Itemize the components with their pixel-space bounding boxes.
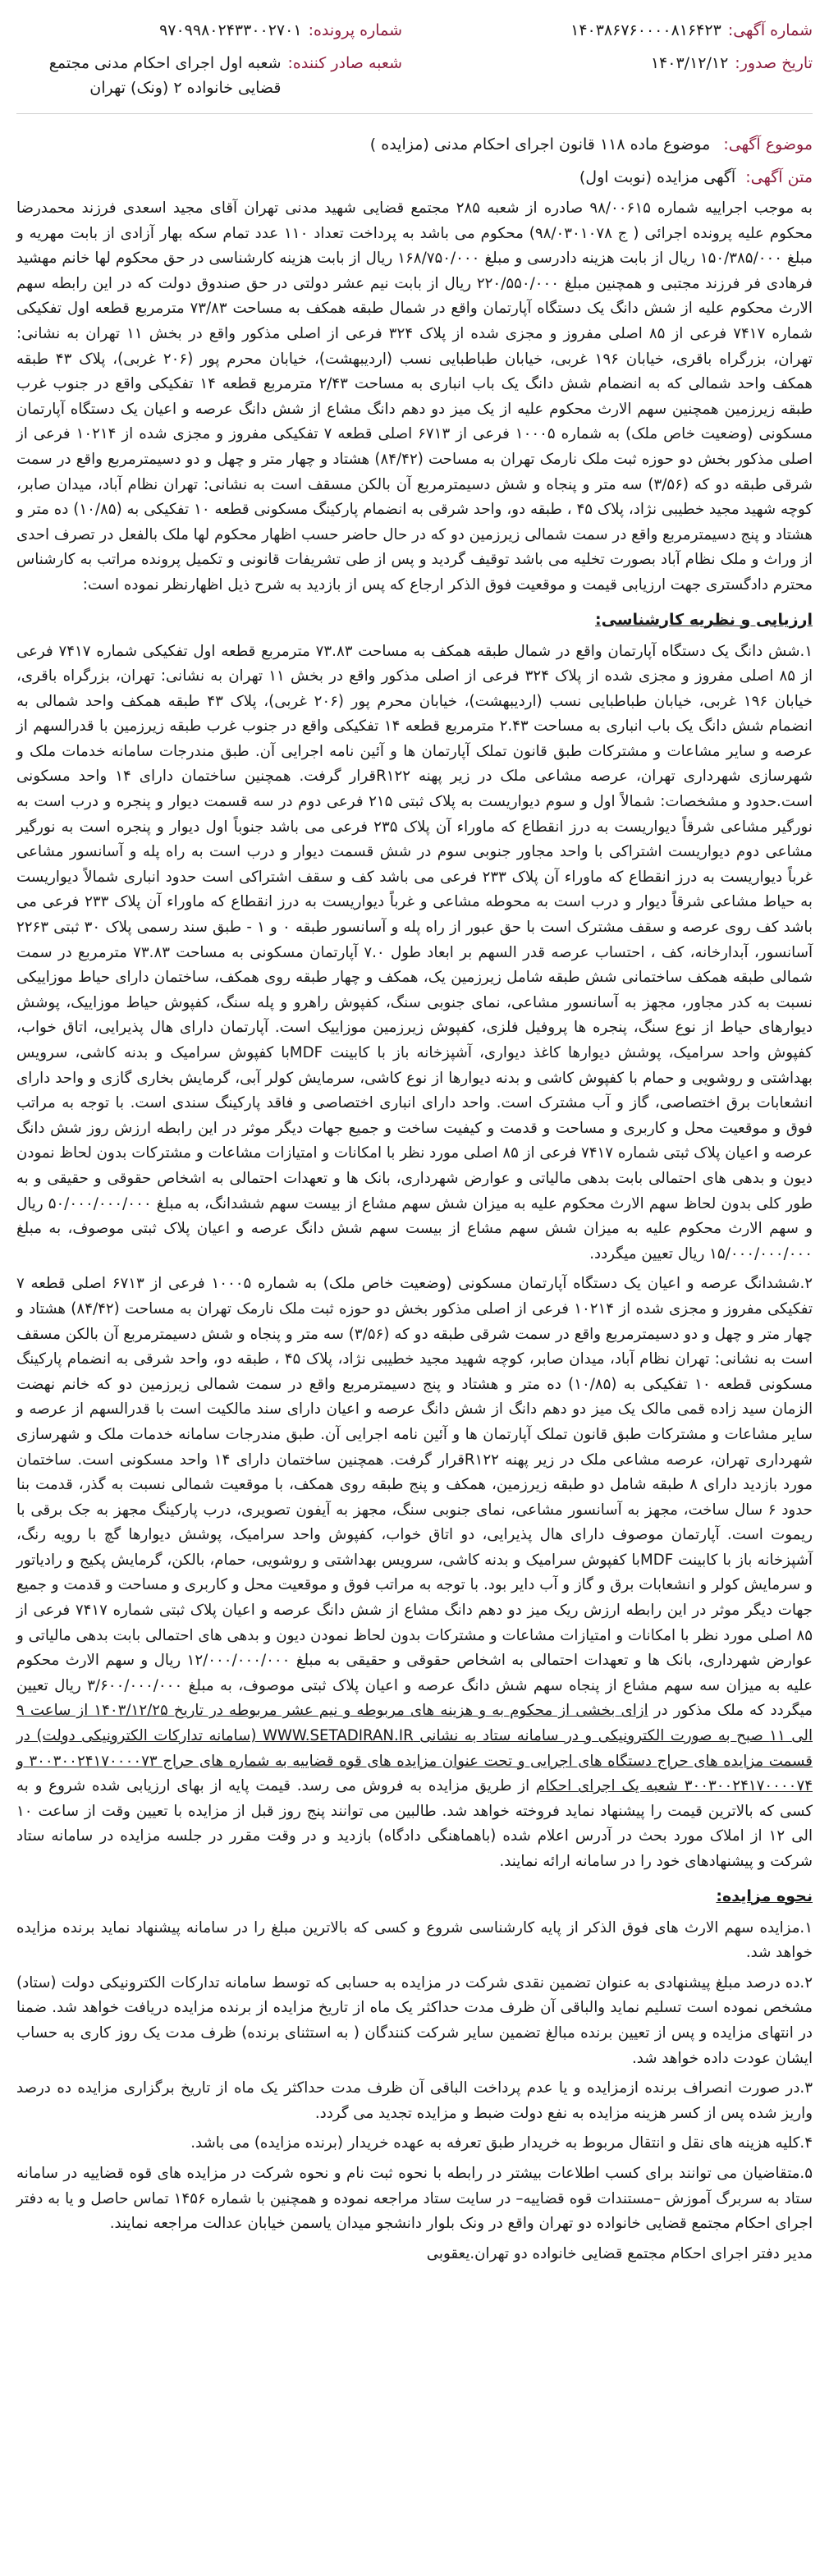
conditions-heading: نحوه مزایده: xyxy=(716,1886,813,1905)
subject-label: موضوع آگهی: xyxy=(723,135,813,154)
issuer-cell xyxy=(16,51,402,100)
case-number-value: ۹۷۰۹۹۸۰۲۴۳۳۰۰۲۷۰۱ xyxy=(159,21,302,39)
notice-number-value: ۱۴۰۳۸۶۷۶۰۰۰۰۸۱۶۴۲۳ xyxy=(570,21,721,39)
body-title: آگهی مزایده (نوبت اول) xyxy=(579,168,736,186)
subject-value: موضوع ماده ۱۱۸ قانون اجرای احکام مدنی (مزایده ) xyxy=(369,135,711,154)
signature-line: مدیر دفتر اجرای احکام مجتمع قضایی خانواده دو تهران.یعقوبی xyxy=(426,2244,813,2262)
expert-heading: ارزیابی و نظریه کارشناسی: xyxy=(595,610,813,629)
issue-date-cell xyxy=(427,51,813,100)
condition-item: ۱.مزایده سهم الارث های فوق الذکر از پایه کارشناسی شروع و کسی که بالاترین مبلغ را در سامانه پیشنهاد نماید برنده مزایده خواهد شد. xyxy=(16,1918,813,1962)
notice-number-label: شماره آگهی: xyxy=(727,21,813,39)
expert-paragraph-1: ۱.شش دانگ یک دستگاه آپارتمان واقع در شمال طبقه همکف به مساحت ۷۳.۸۳ مترمربع قطعه اول تفکیکی شماره ۷۴۱۷ فرعی از ۸۵ اصلی مفروز و مجزی شده از پلاک ۳۲۴ فرعی از اصلی مذکور واقع در بخش ۱۱ تهران به نشانی: تهران، بزرگراه باقری، خیابان ۱۹۶ غربی، خیابان طباطبایی نسب (اردیبهشت)، خیابان محرم پور (۲۰۶ غربی)، پلاک ۴۳ طبقه همکف واحد شمالی به انضمام شش دانگ یک باب انباری به مساحت ۲.۴۳ مترمربع قطعه ۱۴ تفکیکی واقع در جنوب غرب طبقه زیرزمین با قدرالسهم از عرصه و سایر مشاعات و مشترکات طبق قانون تملک آپارتمان ها و آئین نامه اجرایی آن. طبق مندرجات سامانه خدمات ملک و شهرسازی شهرداری تهران، عرصه مشاعی ملک در زیر پهنه R۱۲۲قرار گرفت. همچنین ساختمان دارای ۱۴ واحد مسکونی است.حدود و مشخصات: شمالاً اول و سوم دیواریست به پلاک ثبتی ۲۱۵ فرعی دوم در سه قسمت دیوار و پنجره و درب است به نورگیر مشاعی شرقاً دیواریست به درز انقطاع که ماوراء آن پلاک ۲۳۵ فرعی می باشد جنوباً اول دیوار و پنجره است به نورگیر مشاعی دوم دیواریست اشتراکی با واحد مجاور جنوبی سوم در شش قسمت دیوار و درب است به راه پله و آسانسور مشاعی غرباً دیواریست به درز انقطاع که ماوراء آن پلاک ۲۳۳ فرعی می باشد کف و سقف اشتراکی است حدود انباری شمالاً دیواریست به حیاط مشاعی شرقاً دیوار و درب است به محوطه مشاعی و غرباً دیواریست به درز انقطاع که ماوراء آن پلاک ۲۳۳ فرعی می باشد کف روی عرصه و سقف مشترک است با حق عبور از راه پله و آسانسور طبقه ۰ و ۱ - طبق سند رسمی پلاک ۳۰ ثبتی ۲۲۶۳ آسانسور، آبدارخانه، کف ، احتساب عرصه قدر السهم بر ابعاد طول ۷.۰ آپارتمان مسکونی به مساحت ۷۳.۸۳ مترمربع در سمت شمالی طبقه همکف ساختمانی شش طبقه شامل زیرزمین یک، همکف و چهار طبقه روی همکف، ساختمان دارای حیاط موزاییکی نسبت به کدر مجاور، مجهز به آسانسور مشاعی، نمای جنوبی سنگ، کفپوش راهرو و پله سنگ، کفپوش حیاط موزاییک، پوشش دیوارهای حیاط از نوع سنگ، پنجره ها پروفیل فلزی، کفپوش زیرزمین موزاییک است. آپارتمان دارای هال پذیرایی، اتاق خواب، کفپوش واحد سرامیک، پوشش دیوارها کاغذ دیواری، آشپزخانه باز با کابینت MDFبا کفپوش سرامیک و بدنه کاشی، سرویس بهداشتی و روشویی و حمام با کفپوش کاشی و بدنه دیوارها از نوع کاشی، سرمایش کولر آبی، گرمایش بخاری گازی و واحد دارای انشعابات برق اختصاصی، گاز و آب مشترک است. واحد دارای انباری اختصاصی و فاقد پارکینگ سندی است. با توجه به مراتب فوق و موقعیت محل و کاربری و مساحت و قدمت و کیفیت ساخت و جمیع جهات دیگر موثر در این رابطه ارزش روز شش دانگ عرصه و اعیان پلاک ثبتی شماره ۷۴۱۷ فرعی از ۸۵ اصلی مورد نظر با امکانات و امتیازات مشاعات و مشترکات بدون لحاظ نمودن دیون و بدهی های احتمالی بابت بدهی مالیاتی و عوارض شهرداری، بانک ها و تعهدات احتمالی به اشخاص حقوقی و حقیقی و به طور کلی بدون لحاظ سهم الارث محکوم علیه به میزان شش سهم مشاع از بیست سهم ششدانگ، به مبلغ ۵۰/۰۰۰/۰۰۰/۰۰۰ ریال و سهم الارث محکوم علیه به میزان شش سهم مشاع از بیست سهم شش دانگ عرصه و اعیان پلاک ثبتی موصوف، به مبلغ ۱۵/۰۰۰/۰۰۰/۰۰۰ ریال تعیین میگردد. xyxy=(16,642,813,1263)
condition-item: ۲.ده درصد مبلغ پیشنهادی به عنوان تضمین نقدی شرکت در مزایده به حسابی که توسط سامانه تدارکات الکترونیکی دولت (ستاد) مشخص نموده است تسلیم نماید والباقی آن ظرف مدت حداکثر یک ماه از تاریخ مزایده از برنده مزایده دریافت خواهد شد. ضمنا در انتهای مزایده و پس از تعیین برنده مبالغ تضمین سایر شرکت کنندگان ( به استثنای برنده) ظرف مدت یک روز کاری به حساب ایشان عودت داده خواهد شد. xyxy=(16,1973,813,2067)
issue-date-value: ۱۴۰۳/۱۲/۱۲ xyxy=(650,54,729,72)
expert-paragraph-2-tail: از طریق مزایده به فروش می رسد. قیمت پایه از بهای ارزیابی شده شروع و به کسی که بالاترین قیمت را پیشنهاد نماید فروخته خواهد شد. طالبین می توانند پنج روز قبل از مزایده با تعیین وقت از ساعت ۱۰ الی ۱۲ از املاک مورد بحث در آدرس اعلام شده (باهماهنگی دادگاه) بازدید و در وقت مقرر در جلسه مزایده در سامانه ستاد شرکت و پیشنهادهای خود را در سامانه ارائه نمایند. xyxy=(16,1777,813,1870)
issue-date-label: تاریخ صدور: xyxy=(735,54,813,72)
condition-item: ۴.کلیه هزینه های نقل و انتقال مربوط به خریدار طبق تعرفه به عهده خریدار (برنده مزایده) می باشد. xyxy=(190,2134,813,2152)
expert-paragraph-2-main: ۲.ششدانگ عرصه و اعیان یک دستگاه آپارتمان مسکونی (وضعیت خاص ملک) به شماره ۱۰۰۰۵ فرعی از ۶۷۱۳ اصلی قطعه ۷ تفکیکی مفروز و مجزی شده از ۱۰۲۱۴ فرعی از اصلی مذکور بخش دو حوزه ثبت ملک نارمک تهران به مساحت (۸۴/۴۲) هشتاد و چهار متر و چهل و دو دسیمترمربع واقع در سمت شرقی طبقه دو که (۳/۵۶) سه متر و پنجاه و شش دسیمترمربع آن بالکن مسقف است به نشانی: تهران نظام آباد، میدان صابر، کوچه شهید مجید خطیبی نژاد، پلاک ۴۵ ، طبقه دو، واحد شرقی به انضمام پارکینگ مسکونی قطعه ۱۰ تفکیکی به (۱۰/۸۵) ده متر و هشتاد و پنج دسیمترمربع واقع در سمت شمالی زیرزمین دو که خانم نهضت الزمان سید زاده قمی مالک یک میز دو دهم دانگ از شش دانگ عرصه و اعیان دارای سند مالکیت است با قدرالسهم از عرصه و سایر مشاعات و مشترکات طبق قانون تملک آپارتمان ها و آئین نامه اجرایی آن. طبق مندرجات سامانه خدمات ملک و شهرسازی شهرداری تهران، عرصه مشاعی ملک در زیر پهنه R۱۲۲قرار گرفت. همچنین ساختمان دارای ۱۴ واحد مسکونی است. ساختمان مورد بازدید دارای ۸ طبقه شامل دو طبقه زیرزمین، همکف و پنج طبقه روی همکف، با موقعیت شمالی نسبت به گذر، قدمت بنا حدود ۶ سال ساخت، مجهز به آسانسور مشاعی، نمای جنوبی سنگ، مجهز به آیفون تصویری، درب پارکینگ مجهز به جک برقی با ریموت است. آپارتمان موصوف دارای هال پذیرایی، دو اتاق خواب، کفپوش واحد سرامیک، پوشش دیوارها گچ با رویه رنگ، آشپزخانه باز با کابینت MDFبا کفپوش سرامیک و بدنه کاشی، سرویس بهداشتی و روشویی، حمام، بالکن، گرمایش پکیج و رادیاتور و سرمایش کولر و انشعابات برق و گاز و آب دایر بود. با توجه به مراتب فوق و موقعیت محل و کاربری و مساحت و قدمت و جمیع جهات دیگر موثر در این رابطه ارزش ریک میز دو دهم دانگ مشاع از شش دانگ عرصه و اعیان پلاک ثبتی شماره ۷۴۱۷ فرعی از ۸۵ اصلی مورد نظر با امکانات و امتیازات مشاعات و مشترکات بدون لحاظ نمودن دیون و بدهی های احتمالی بابت بدهی مالیاتی و عوارض شهرداری، بانک ها و تعهدات احتمالی به اشخاص حقوقی و حقیقی به مبلغ ۱۲/۰۰۰/۰۰۰/۰۰۰ ریال و سهم الارث محکوم علیه به میزان سه سهم مشاع از پنجاه سهم شش دانگ عرصه و اعیان پلاک ثبتی موصوف، به مبلغ ۳/۶۰۰/۰۰۰/۰۰۰ ریال تعیین میگردد که ملک مذکور در xyxy=(16,1275,813,1720)
expert-paragraph-2 xyxy=(16,1272,813,1874)
case-number-cell xyxy=(16,18,402,43)
issuer-label: شعبه صادر کننده: xyxy=(287,54,402,72)
condition-item: ۵.متقاضیان می توانند برای کسب اطلاعات بیشتر در رابطه با نحوه ثبت نام و نحوه شرکت در مزایده های قوه قضاییه در سامانه ستاد به سربرگ آموزش –مستندات قوه قضاییه– در سایت ستاد مراجعه نموده و همچنین با شماره ۱۴۵۶ تماس حاصل و یا به دفتر اجرای احکام مجتمع قضایی خانواده دو تهران واقع در ونک بلوار دانشجو میدان یاسمن خیابان عدالت مراجعه نمایند. xyxy=(16,2164,813,2233)
condition-item: ۳.در صورت انصراف برنده ازمزایده و یا عدم پرداخت الباقی آن ظرف مدت حداکثر یک ماه از تاریخ برگزاری مزایده ده درصد واریز شده پس از کسر هزینه مزایده به نفع دولت ضبط و مزایده تجدید می گردد. xyxy=(16,2079,813,2122)
notice-number-cell xyxy=(427,18,813,43)
notice-header xyxy=(16,18,813,100)
body-label: متن آگهی: xyxy=(745,168,813,186)
body-label-row xyxy=(16,165,813,190)
subject-row xyxy=(16,132,813,157)
issuer-value: شعبه اول اجرای احکام مدنی مجتمع قضایی خانواده ۲ (ونک) تهران xyxy=(48,54,282,97)
header-divider xyxy=(16,113,813,114)
intro-paragraph: به موجب اجراییه شماره ۹۸/۰۰۶۱۵ صادره از شعبه ۲۸۵ مجتمع قضایی شهید مدنی تهران آقای مجید اسعدی فرزند محمدرضا محکوم علیه پرونده اجرائی ( ج ۹۸/۰۳۰۱۰۷۸) محکوم می باشد به پرداخت تعداد ۱۱۰ عدد تمام سکه بهار آزادی از بابت مهریه و مبلغ ۱۵۰/۳۸۵/۰۰۰ ریال از بابت هزینه دادرسی و مبلغ ۱۶۸/۷۵۰/۰۰۰ ریال از بابت هزینه کارشناسی در حق محکوم لها خانم مهشید فرهادی فر فرزند مجتبی و همچنین مبلغ ۲۲۰/۵۵۰/۰۰۰ ریال از بابت نیم عشر دولتی در حق صندوق دولت که در این رابطه سهم الارث محکوم علیه از شش دانگ یک دستگاه آپارتمان واقع در شمال طبقه همکف به مساحت ۷۳/۸۳ مترمربع قطعه اول تفکیکی شماره ۷۴۱۷ فرعی از ۸۵ اصلی مفروز و مجزی شده از پلاک ۳۲۴ فرعی از اصلی مذکور واقع در بخش ۱۱ تهران به نشانی: تهران، بزرگراه باقری، خیابان ۱۹۶ غربی، خیابان طباطبایی نسب (اردیبهشت)، خیابان محرم پور (۲۰۶ غربی)، پلاک ۴۳ طبقه همکف واحد شمالی که به انضمام شش دانگ یک باب انباری به مساحت ۲/۴۳ مترمربع قطعه ۱۴ تفکیکی واقع در جنوب غرب طبقه زیرزمین همچنین سهم الارث محکوم علیه از یک میز دو دهم دانگ مشاع از شش دانگ عرصه و اعیان یک دستگاه آپارتمان مسکونی (وضعیت خاص ملک) به شماره ۱۰۰۰۵ فرعی از ۶۷۱۳ اصلی قطعه ۷ تفکیکی مفروز و مجزی شده از ۱۰۲۱۴ فرعی از اصلی مذکور بخش دو حوزه ثبت ملک نارمک تهران به مساحت (۸۴/۴۲) هشتاد و چهار متر و چهل و دو دسیمترمربع واقع در سمت شرقی طبقه دو که (۳/۵۶) سه متر و پنجاه و شش دسیمترمربع آن بالکن مسقف است به نشانی: تهران نظام آباد، میدان صابر، کوچه شهید مجید خطیبی نژاد، پلاک ۴۵ ، طبقه دو، واحد شرقی به انضمام پارکینگ مسکونی قطعه ۱۰ تفکیکی به (۱۰/۸۵) ده متر و هشتاد و پنج دسیمترمربع واقع در سمت شمالی زیرزمین دو که در حال حاضر حسب اظهار محکوم لها ملک بالفعل در تصرف احدی از وراث و ملک نظام آباد بصورت تخلیه می باشد توقیف گردید و پس از طی تشریفات قانونی و تکمیل پرونده مراتب به کارشناس محترم دادگستری جهت ارزیابی قیمت و موقعیت فوق الذکر ارجاع که پس از بازدید به شرح ذیل اظهارنظر نموده است: xyxy=(16,199,813,594)
auction-details-underlined: ازای بخشی از محکوم به و هزینه های مربوطه و نیم عشر مربوطه در تاریخ ۱۴۰۳/۱۲/۲۵ از ساعت ۹ الی ۱۱ صبح به صورت الکترونیکی و در سامانه ستاد به نشانی WWW.SETADIRAN.IR (سامانه تدارکات الکترونیکی دولت) در قسمت مزایده های حراج دستگاه های اجرایی و تحت عنوان مزایده های قوه قضاییه به شماره های حراج ۳۰۰۳۰۰۲۴۱۷۰۰۰۰۷۳ و ۳۰۰۳۰۰۲۴۱۷۰۰۰۰۷۴ شعبه یک اجرای احکام xyxy=(16,1702,813,1795)
case-number-label: شماره پرونده: xyxy=(308,21,402,39)
